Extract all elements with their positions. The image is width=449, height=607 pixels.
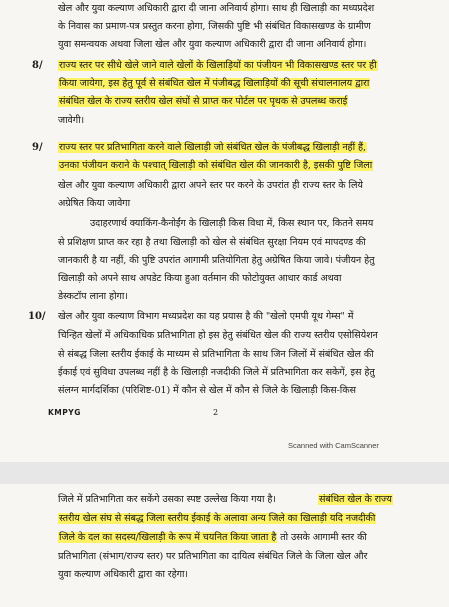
page1-text-line: ईकाई एवं सुविधा उपलब्ध नहीं है के खिलाड़ी नजदीकी जिले में प्रतिभागिता कर सकेगें, इस हेतु: [58, 367, 375, 378]
paragraph-number: 8/: [32, 60, 43, 71]
paragraph-number: 9/: [32, 142, 43, 153]
page-gap: [0, 462, 449, 484]
page1-text-line: [58, 60, 378, 72]
page1-text-line: खेल और युवा कल्याण अधिकारी द्वारा दी जाना अनिवार्य होगा। साथ ही खिलाड़ी का मध्यप्रदेश: [58, 3, 375, 14]
page1-text-line: से संबद्ध जिला स्तरीय ईकाई के माध्यम से प्रतिभागिता के साथ जिन जिलों में संबंधित खेल की: [58, 349, 374, 360]
page1-text-line: चिन्हित खेलों में अधिकाधिक प्रतिभागिता हो इस हेतु संबंधित खेल की राज्य स्तरीय एसोसियेशन: [58, 330, 378, 341]
page1-text-line: उदाहरणार्थ क्याकिंग-कैनोईंग के खिलाड़ी किस विधा में, किस स्थान पर, कितने समय: [90, 218, 374, 229]
scanner-watermark: Scanned with CamScanner: [288, 441, 379, 450]
page1-text-line: जावेगी।: [58, 115, 85, 126]
page2-text-line: जिले में प्रतिभागिता कर सकेंगे उसका स्पष्ट उल्लेख किया गया है।: [58, 494, 276, 505]
highlighted-text: स्तरीय खेल संघ से संबद्ध जिला स्तरीय ईकाई के अलावा अन्य जिले का खिलाड़ी यदि नजदीकी: [59, 513, 376, 524]
scanned-page-2: [0, 484, 449, 607]
page2-text-line: युवा कल्याण अधिकारी द्वारा का रहेगा।: [58, 569, 188, 580]
page1-text-line: [58, 78, 370, 90]
page1-text-line: के निवास का प्रमाण-पत्र प्रस्तुत करना होगा, जिसकी पुष्टि भी संबंधित विकासखण्ड के ग्रामीण: [58, 21, 371, 32]
paragraph-number: 10/: [28, 311, 46, 322]
page1-text-line: खेल और युवा कल्याण विभाग मध्यप्रदेश का यह प्रयास है की "खेलो एमपी यूथ गेम्स" में: [58, 311, 354, 322]
highlighted-text: संबंधित खेल के राज्य स्तरीय खेल संघों से प्राप्त कर पोर्टल पर पृथक से उपलब्ध कराई: [59, 96, 348, 107]
page1-text-line: अग्रेषित किया जावेगा: [58, 198, 130, 209]
footer-code: KMPYG: [48, 408, 81, 417]
highlighted-text: उनका पंजीयन कराने के पश्चात् खिलाड़ी को संबंधित खेल की जानकारी है, इसकी पुष्टि जिला: [59, 160, 373, 171]
page1-text-line: खेल और युवा कल्याण अधिकारी द्वारा अपने स्तर पर करने के उपरांत ही राज्य स्तर के लिये: [58, 180, 363, 191]
highlighted-text: राज्य स्तर पर सीधे खेले जाने वाले खेलों के खिलाड़ियों का पंजीयन भी विकासखण्ड स्तर पर ही: [59, 60, 377, 71]
highlighted-text: संबंधित खेल के राज्य: [319, 494, 392, 505]
page1-text-line: जानकारी है या नहीं, की पुष्टि उपरांत आगामी प्रतियोगिता हेतु अग्रेषित किया जावे। पंजीयन हेतु: [58, 255, 375, 266]
page1-text-line: युवा समन्वयक अथवा जिला खेल और युवा कल्याण अधिकारी द्वारा दी जाना अनिवार्य होगा।: [58, 39, 367, 50]
page1-text-line: खिलाड़ी को अपने साथ अपडेट किया हुआ वर्तमान की फोटोयुक्त आधार कार्ड अथवा: [58, 273, 342, 284]
page1-text-line: से प्रशिक्षण प्राप्त कर रहा है तथा खिलाड़ी को खेल से संबंधित सुरक्षा नियम एवं मापदण्ड की: [58, 237, 366, 248]
page1-text-line: डेस्कटॉप लाना होगा।: [58, 291, 128, 302]
page2-text-line: [318, 494, 393, 506]
page2-text-line: [58, 513, 376, 525]
highlighted-text: जिले के दल का सदस्य/खिलाड़ी के रूप में चयनित किया जाता है: [59, 532, 277, 543]
page1-text-line: [58, 96, 348, 108]
page2-text-line: जिले के दल का सदस्य/खिलाड़ी के रूप में चयनित किया जाता है तो उसके आगामी स्तर की: [59, 532, 367, 543]
page-number: 2: [213, 408, 219, 417]
page1-text-line: संलग्न मार्गदर्शिका (परिशिष्ट-01) में कौन से खेल में कौन से जिले के खिलाड़ी किस-किस: [58, 385, 356, 396]
highlighted-text: किया जायेगा, इस हेतु पूर्व से संबंधित खेल में पंजीबद्ध खिलाड़ियों की सूची संचालनालय द्वारा: [59, 78, 370, 89]
page2-text-line: प्रतिभागिता (संभाग/राज्य स्तर) पर प्रतिभागिता का दायित्व संबंधित जिले के जिला खेल और: [58, 551, 368, 562]
highlighted-text: राज्य स्तर पर प्रतिभागिता करने वाले खिलाड़ी जो संबंधित खेल के पंजीबद्ध खिलाड़ी नहीं हैं,: [59, 142, 366, 153]
page1-text-line: [58, 160, 373, 172]
page1-text-line: [58, 142, 367, 154]
